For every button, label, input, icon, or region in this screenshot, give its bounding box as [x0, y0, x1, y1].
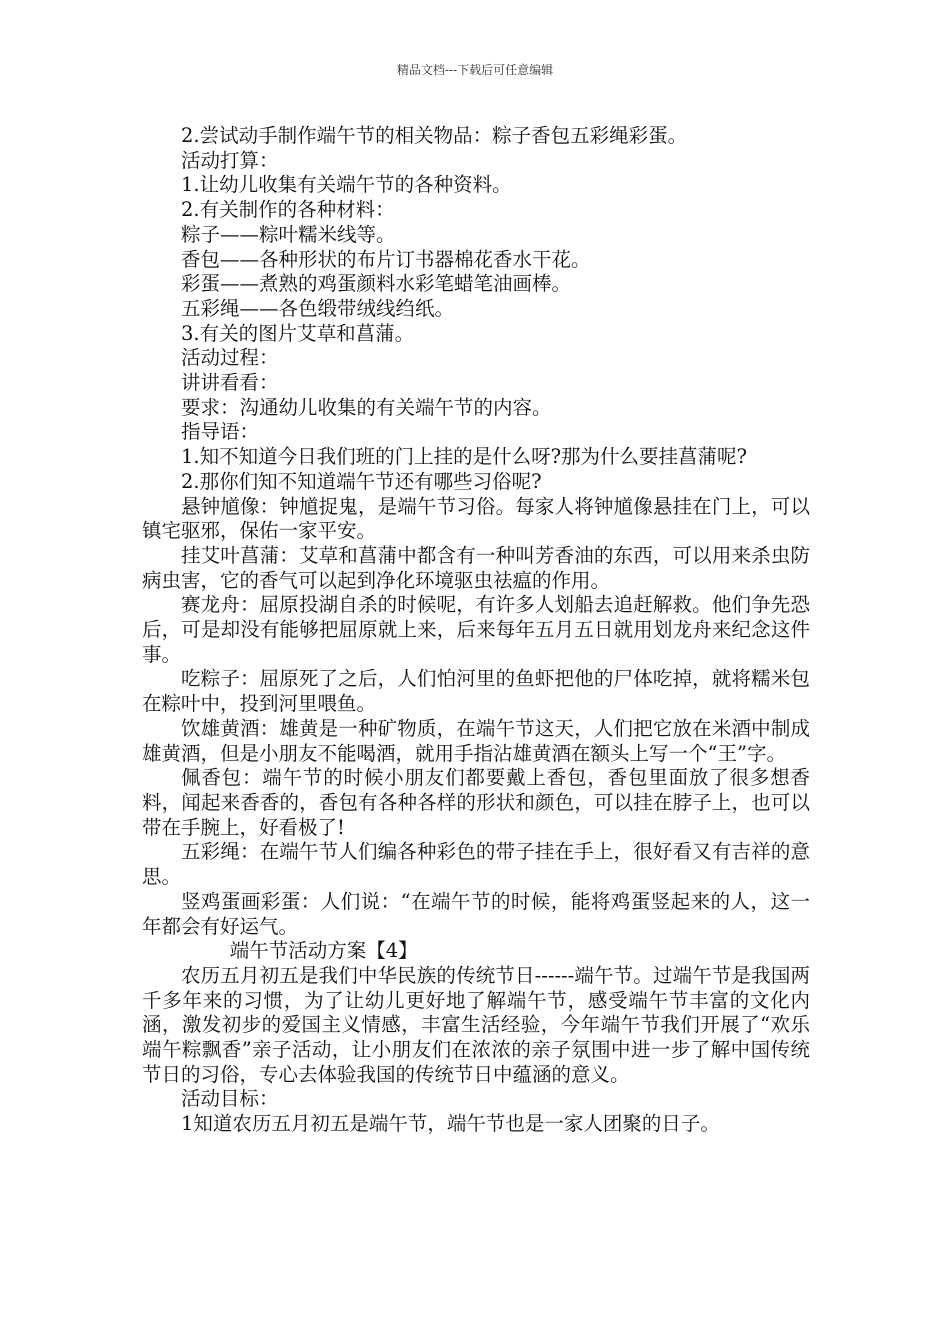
paragraph: 彩蛋——煮熟的鸡蛋颜料水彩笔蜡笔油画棒。 [181, 272, 572, 296]
paragraph: 佩香包：端午节的时候小朋友们都要戴上香包，香包里面放了很多想香料，闻起来香香的，香包有各种各样的形状和颜色，可以挂在脖子上，也可以带在手腕上，好看极了! [142, 766, 810, 839]
paragraph: 指导语： [181, 420, 260, 444]
paragraph: 吃粽子：屈原死了之后，人们怕河里的鱼虾把他的尸体吃掉，就将糯米包在粽叶中，投到河里喂鱼。 [142, 667, 810, 716]
paragraph: 1.知不知道今日我们班的门上挂的是什么呀?那为什么要挂菖蒲呢? [181, 445, 748, 469]
paragraph: 活动打算： [181, 148, 279, 172]
paragraph: 竖鸡蛋画彩蛋：人们说：“在端午节的时候，能将鸡蛋竖起来的人，这一年都会有好运气。 [142, 889, 810, 938]
paragraph: 活动过程： [181, 346, 279, 370]
paragraph: 讲讲看看： [181, 371, 279, 395]
paragraph: 活动目标： [181, 1087, 279, 1111]
page-header: 精品文档---下载后可任意编辑 [396, 63, 554, 77]
paragraph: 2.有关制作的各种材料： [181, 198, 395, 222]
paragraph: 要求：沟通幼儿收集的有关端午节的内容。 [181, 395, 552, 419]
paragraph: 香包——各种形状的布片订书器棉花香水干花。 [181, 247, 591, 271]
paragraph: 饮雄黄酒：雄黄是一种矿物质，在端午节这天，人们把它放在米酒中制成雄黄酒，但是小朋友不能喝酒，就用手指沾雄黄酒在额头上写一个“王”字。 [142, 716, 810, 765]
paragraph: 悬钟馗像：钟馗捉鬼，是端午节习俗。每家人将钟馗像悬挂在门上，可以镇宅驱邪，保佑一家平安。 [142, 494, 810, 543]
paragraph: 挂艾叶菖蒲：艾草和菖蒲中都含有一种叫芳香油的东西，可以用来杀虫防病虫害，它的香气可以起到净化环境驱虫祛瘟的作用。 [142, 543, 810, 592]
paragraph: 粽子——粽叶糯米线等。 [181, 222, 396, 246]
section-title: 端午节活动方案【4】 [229, 939, 418, 963]
document-body [142, 124, 810, 1137]
paragraph: 1知道农历五月初五是端午节，端午节也是一家人团聚的日子。 [181, 1112, 720, 1136]
paragraph: 3.有关的图片艾草和菖蒲。 [181, 321, 415, 345]
paragraph: 农历五月初五是我们中华民族的传统节日------端午节。过端午节是我国两千多年来的习惯，为了让幼儿更好地了解端午节，感受端午节丰富的文化内涵，激发初步的爱国主义情感，丰富生活经验，今年端午节我们开展了“欢乐端午粽飘香”亲子活动，让小朋友们在浓浓的亲子氛围中进一步了解中国传统节日的习俗，专心去体验我国的传统节日中蕴涵的意义。 [142, 963, 810, 1086]
paragraph: 2.那你们知不知道端午节还有哪些习俗呢? [181, 469, 542, 493]
paragraph: 五彩绳：在端午节人们编各种彩色的带子挂在手上，很好看又有吉祥的意思。 [142, 840, 810, 889]
paragraph: 1.让幼儿收集有关端午节的各种资料。 [181, 173, 512, 197]
paragraph: 五彩绳——各色缎带绒线绉纸。 [181, 296, 455, 320]
paragraph: 2.尝试动手制作端午节的相关物品：粽子香包五彩绳彩蛋。 [181, 124, 688, 147]
paragraph: 赛龙舟：屈原投湖自杀的时候呢，有许多人划船去追赶解救。他们争先恐后，可是却没有能够把屈原就上来，后来每年五月五日就用划龙舟来纪念这件事。 [142, 593, 810, 666]
